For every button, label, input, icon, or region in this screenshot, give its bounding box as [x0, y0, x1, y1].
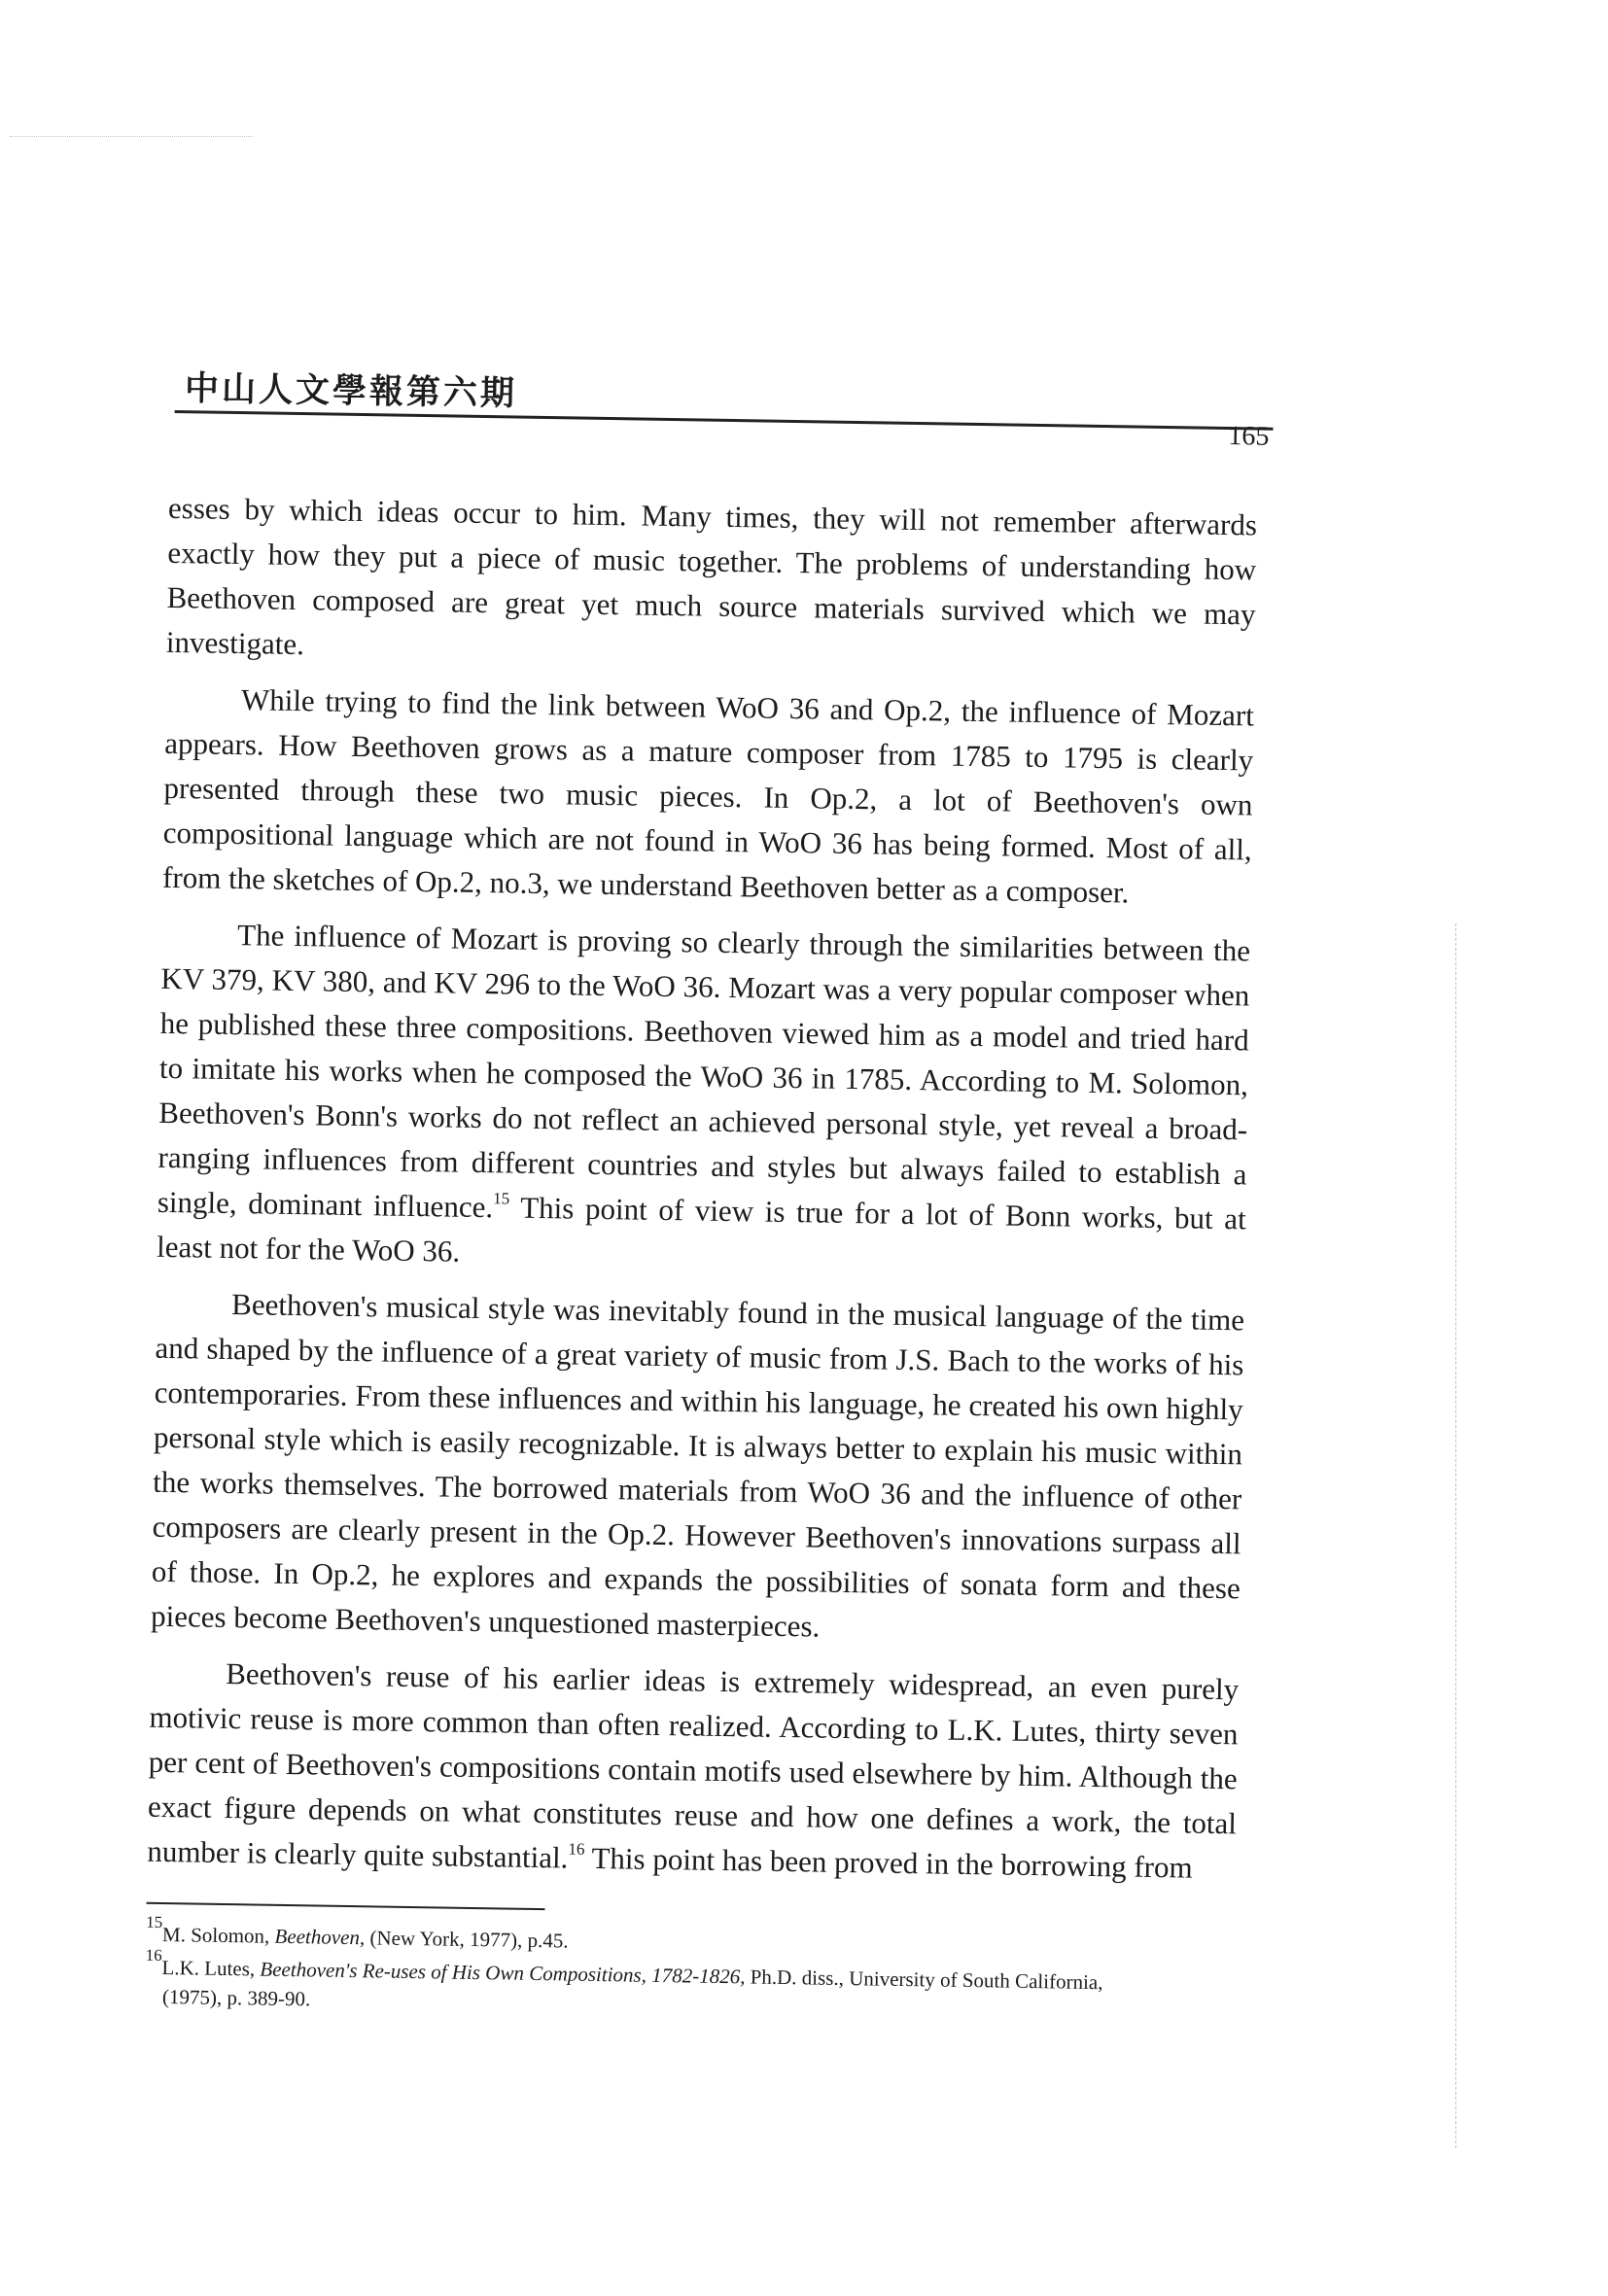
footnote: [145, 1945, 1235, 2029]
paragraph: Beethoven's musical style was inevitably found in the musical language of the time and shaped by the influence of a great variety of music from J.S. Bach to the works of his contemporaries. From these influences and within his language, he created his own highly personal style which is easily recognizable. It is always better to explain his music within the works themselves. The borrowed materials from WoO 36 and the influence of other composers are clearly present in the Op.2. However Beethoven's innovations surpass all of those. In Op.2, he explores and expands the possibilities of sonata form and these pieces become Beethoven's unquestioned masterpieces.: [150, 1287, 1245, 1644]
header-rule: [175, 410, 1274, 431]
page-number: 165: [1228, 421, 1270, 452]
paragraph-text: This point has been proved in the borrowing from: [584, 1840, 1193, 1885]
footnote-title: Beethoven's Re-uses of His Own Compositions, 1782-1826,: [260, 1957, 746, 1989]
footnote-citation: (1975), p. 389-90.: [161, 1985, 311, 2011]
paragraph: [157, 912, 1251, 1287]
paragraph: While trying to find the link between WoO 36 and Op.2, the influence of Mozart appears. How Beethoven grows as a mature composer from 1785 to 1795 is clearly presented through these two music pieces. In Op.2, a lot of Beethoven's own compositional language which are not found in WoO 36 has being formed. Most of all, from the sketches of Op.2, no.3, we understand Beethoven better as a composer.: [161, 682, 1255, 910]
paragraph-text: This point of view is true for a lot of Bonn works, but at least not for the WoO 36.: [156, 1190, 1246, 1269]
footnote-author: L.K. Lutes,: [161, 1955, 261, 1981]
footnote-number: 15: [146, 1912, 163, 1931]
footnotes: [145, 1912, 1235, 2033]
footnote-rule: [147, 1902, 545, 1910]
footnote-citation: (New York, 1977), p.45.: [365, 1926, 569, 1953]
body-text: [147, 486, 1257, 1902]
footnote-author: M. Solomon,: [161, 1922, 275, 1948]
paragraph: [147, 1651, 1239, 1892]
running-header-title: 中山人文學報第六期: [184, 368, 518, 414]
footnote-title: Beethoven,: [274, 1924, 366, 1950]
footnote-number: 16: [145, 1945, 162, 1965]
paragraph: esses by which ideas occur to him. Many times, they will not remember afterwards exactly how they put a piece of music together. The problems of understanding how Beethoven composed are great yet much source materials survived which we may investigate.: [165, 490, 1258, 662]
footnote-reference: 16: [568, 1839, 585, 1859]
paragraph-text: Beethoven's reuse of his earlier ideas is extremely widespread, an even purely motivic reuse is more common than often realized. According to L.K. Lutes, thirty seven per cent of Beethoven's compositions contain motifs used elsewhere by him. Although the exact figure depends on what constitutes reuse and how one defines a work, the total number is clearly quite substantial.: [147, 1655, 1240, 1875]
footnote-citation: Ph.D. diss., University of South California,: [745, 1965, 1103, 1995]
footnote-reference: 15: [493, 1189, 510, 1208]
paragraph-text: The influence of Mozart is proving so clearly through the similarities between the KV 379, KV 380, and KV 296 to the WoO 36. Mozart was a very popular composer when he published these three compositions. Beethoven viewed him as a model and tried hard to imitate his works when he composed the WoO 36 in 1785. According to M. Solomon, Beethoven's Bonn's works do not reflect an achieved personal style, yet reveal a broad-ranging influences from different countries and styles but always failed to establish a single, dominant influence.: [157, 918, 1251, 1225]
